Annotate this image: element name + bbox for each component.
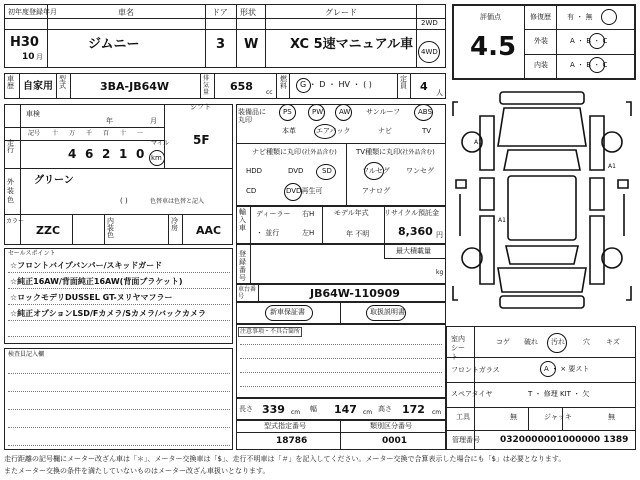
first-reg-month: 10 [22, 52, 35, 62]
spare-label: スペアタイヤ [451, 390, 493, 398]
sales-point: ☆純正16AW/背面純正16AW(背面ブラケット) [10, 277, 183, 286]
capacity-value: 4 [420, 80, 428, 93]
interior-options: A ・ B ・ C [570, 61, 608, 69]
car-diagram [450, 86, 634, 322]
cc-unit: cc [266, 89, 273, 96]
km-label: km [151, 154, 162, 162]
digit-header: 十 [120, 130, 127, 137]
sales-point: ☆フロントバイプバンパー/スキッドガード [10, 261, 163, 270]
mile-label: マイル [151, 140, 169, 147]
sheet-option: 破れ [524, 338, 538, 346]
inspection-year-unit: 年 [106, 117, 113, 125]
dealer-label: ディーラー [256, 210, 291, 218]
mileage-digit: 2 [102, 147, 111, 161]
usage-value: 自家用 [23, 81, 53, 92]
navi-item: HDD [246, 167, 263, 175]
jack-value: 無 [608, 413, 615, 421]
color-note: 色替車は色替と記入 [150, 198, 205, 205]
equipment-item: PS [283, 108, 292, 116]
navi-note: (社外品含む) [302, 149, 337, 156]
inspector-label: 検査員記入欄 [8, 351, 45, 358]
running-label: 走行 [7, 139, 14, 154]
footer-line-2: またメーター交換の条件を満たしていないものはメーター改ざん車扱いとなります。 [4, 467, 270, 475]
sheet-dirty-circle [547, 333, 567, 353]
person-unit: 人 [436, 89, 443, 97]
chassis-value: JB64W-110909 [310, 287, 400, 300]
glass-label: フロントガラス [451, 366, 500, 374]
shift-label: シフト [190, 103, 211, 111]
mileage-digit: 4 [68, 147, 77, 161]
car-name-label: 車名 [118, 8, 134, 17]
repair-options: 有 ・ 無 [567, 13, 593, 21]
shape-label: 形状 [240, 8, 256, 17]
reg-no-label: 登録番号 [239, 250, 246, 282]
recycle-label: リサイクル預託金 [384, 209, 440, 217]
drive-2wd: 2WD [421, 19, 438, 27]
interior-grade-label: 内装 [534, 61, 548, 69]
mileage-digit: 0 [136, 147, 145, 161]
exterior-options: A ・ B ・ C [570, 37, 608, 45]
width-value: 147 [334, 403, 357, 416]
cooler-value: AAC [196, 224, 222, 237]
tv-label: TV種類に丸印 [356, 148, 401, 156]
first-reg-month-unit: 月 [36, 53, 43, 61]
exterior-b-circle [589, 33, 605, 49]
jack-label: ジャッキ [544, 413, 572, 421]
model-value: 3BA-JB64W [100, 80, 170, 93]
glass-options: A ・ × 要スト [544, 365, 590, 373]
first-reg-year: H30 [10, 35, 39, 50]
damage-a1-side: A1 [498, 217, 506, 224]
model-year-value: 年 不明 [346, 230, 370, 238]
kg-unit: kg [436, 269, 444, 276]
damage-a1-right: A1 [608, 163, 616, 170]
navi-item: CD [246, 187, 257, 195]
sales-point: ☆純正オプションLSD/Fカメラ/Sカメラ/バックカメラ [10, 309, 206, 318]
tv-item: ワンセグ [406, 167, 434, 175]
tools-value: 無 [510, 413, 517, 421]
equipment-item: ABS [418, 108, 432, 116]
cooler-label: 冷房 [171, 217, 178, 232]
displacement-label: 排気量 [203, 75, 210, 96]
repair-label: 修復歴 [530, 13, 551, 21]
score-label: 評価点 [480, 13, 501, 21]
color-no-label: カラー [6, 218, 25, 225]
inspection-month-unit: 月 [150, 117, 157, 125]
grade-label: グレード [325, 8, 357, 17]
length-value: 339 [262, 403, 285, 416]
tv-item: フルセグ [362, 167, 390, 175]
digit-header: 百 [103, 130, 110, 137]
sheet-option: 穴 [583, 338, 590, 346]
sales-label: セールスポイント [8, 250, 56, 257]
exterior-label: 外装 [534, 37, 548, 45]
usage-label: 車歴 [7, 75, 14, 90]
length-unit: cm [291, 409, 301, 416]
equipment-label: 装備品に丸印 [238, 108, 266, 124]
digit-header: 一 [137, 130, 144, 137]
digit-header: 千 [86, 130, 93, 137]
class-value: 0001 [382, 436, 408, 446]
model-label: 型式 [59, 75, 66, 90]
shape-value: W [244, 37, 259, 52]
fuel-options: G ・ D ・ HV ・ ( ) [300, 80, 372, 89]
equipment-item: AW [339, 108, 351, 116]
navi-label: ナビ種類に丸印 [252, 148, 301, 156]
car-name: ジムニー [88, 37, 140, 52]
door-value: 3 [216, 37, 226, 52]
sheet-option: キズ [606, 338, 620, 346]
height-value: 172 [402, 403, 425, 416]
fuel-label: 燃料 [280, 75, 287, 90]
digit-header: 十 [52, 130, 59, 137]
color-no-value: ZZC [36, 224, 61, 237]
mgmt-label: 管理番号 [452, 436, 480, 444]
chassis-label: 車台番号 [238, 286, 257, 300]
equipment-item: TV [422, 127, 432, 135]
drive-4wd: 4WD [421, 48, 438, 56]
color-value: グリーン [34, 175, 74, 186]
import-label: 輸入車 [239, 208, 246, 232]
mileage-digit: 1 [119, 147, 128, 161]
yen-unit: 円 [436, 231, 443, 239]
recycle-value: 8,360 [398, 225, 433, 238]
shift-value: 5F [193, 133, 210, 147]
class-label: 類別区分番号 [370, 422, 412, 430]
navi-item: DVD [288, 167, 304, 175]
equipment-item: PW [312, 108, 324, 116]
inspection-label: 車検 [26, 110, 40, 118]
mgmt-value: 0320000001000000 1389 [500, 435, 629, 445]
damage-a1-left: A1 [474, 139, 482, 146]
length-label: 長さ [239, 405, 253, 413]
equipment-item: エアバック [316, 127, 351, 135]
footer-line-1: 走行距離の記号欄にメーター改ざん車は「＊」、メーター交換車は「$」、走行不明車は「＃」を記入してください。メーター交換で合算表示した場合にも「$」は必要となります。 [4, 455, 566, 463]
height-label: 高さ [378, 405, 392, 413]
equipment-item: サンルーフ [366, 108, 401, 116]
width-label: 幅 [310, 405, 317, 413]
type-label: 型式指定番号 [264, 422, 306, 430]
memo-label: 記号 [28, 130, 41, 137]
interior-color-label: 内装色 [107, 217, 114, 239]
interior-sheet-label: 室内シート [451, 335, 465, 361]
score-value: 4.5 [470, 32, 517, 62]
door-label: ドア [212, 8, 228, 17]
new-warranty-label: 新車保証書 [270, 308, 305, 316]
sheet-option: 汚れ [551, 338, 565, 346]
tv-note: (社外品含む) [400, 149, 435, 156]
color-label: 外装色 [7, 178, 14, 204]
model-year-label: モデル年式 [334, 209, 369, 217]
width-unit: cm [363, 409, 373, 416]
navi-item: SD [322, 167, 332, 175]
grade-value: XC 5速マニュアル車 [290, 37, 414, 52]
manual-label: 取扱説明書 [370, 308, 405, 316]
tools-label: 工具 [456, 413, 470, 421]
left-hand-label: 左H [302, 229, 315, 237]
sheet-option: コゲ [496, 338, 510, 346]
mileage-digit: 6 [85, 147, 94, 161]
equipment-item: ナビ [378, 127, 392, 135]
type-value: 18786 [276, 436, 308, 446]
displacement-value: 658 [230, 80, 253, 93]
sales-point: ☆ロックモデリDUSSEL GT-ヌリヤマフラー [10, 293, 173, 302]
tv-item: アナログ [362, 187, 390, 195]
spare-options: T ・ 修理 KIT ・ 欠 [528, 390, 590, 398]
digit-header: 万 [69, 130, 76, 137]
parallel-label: ・ 並行 [256, 229, 280, 237]
max-load-label: 最大積載量 [396, 247, 431, 255]
first-reg-label: 初年度登録年月 [8, 8, 57, 16]
height-unit: cm [432, 409, 442, 416]
equipment-item: 本革 [282, 127, 296, 135]
repair-none-circle [601, 9, 617, 25]
navi-item: DVD再生可 [286, 187, 323, 195]
capacity-label: 定員 [400, 75, 407, 90]
color-paren: ( ) [120, 197, 128, 205]
notes-label: 注意事項・不具合箇所 [240, 328, 301, 335]
right-hand-label: 右H [302, 210, 315, 218]
inspector-block [4, 348, 233, 450]
interior-b-circle [589, 57, 605, 73]
